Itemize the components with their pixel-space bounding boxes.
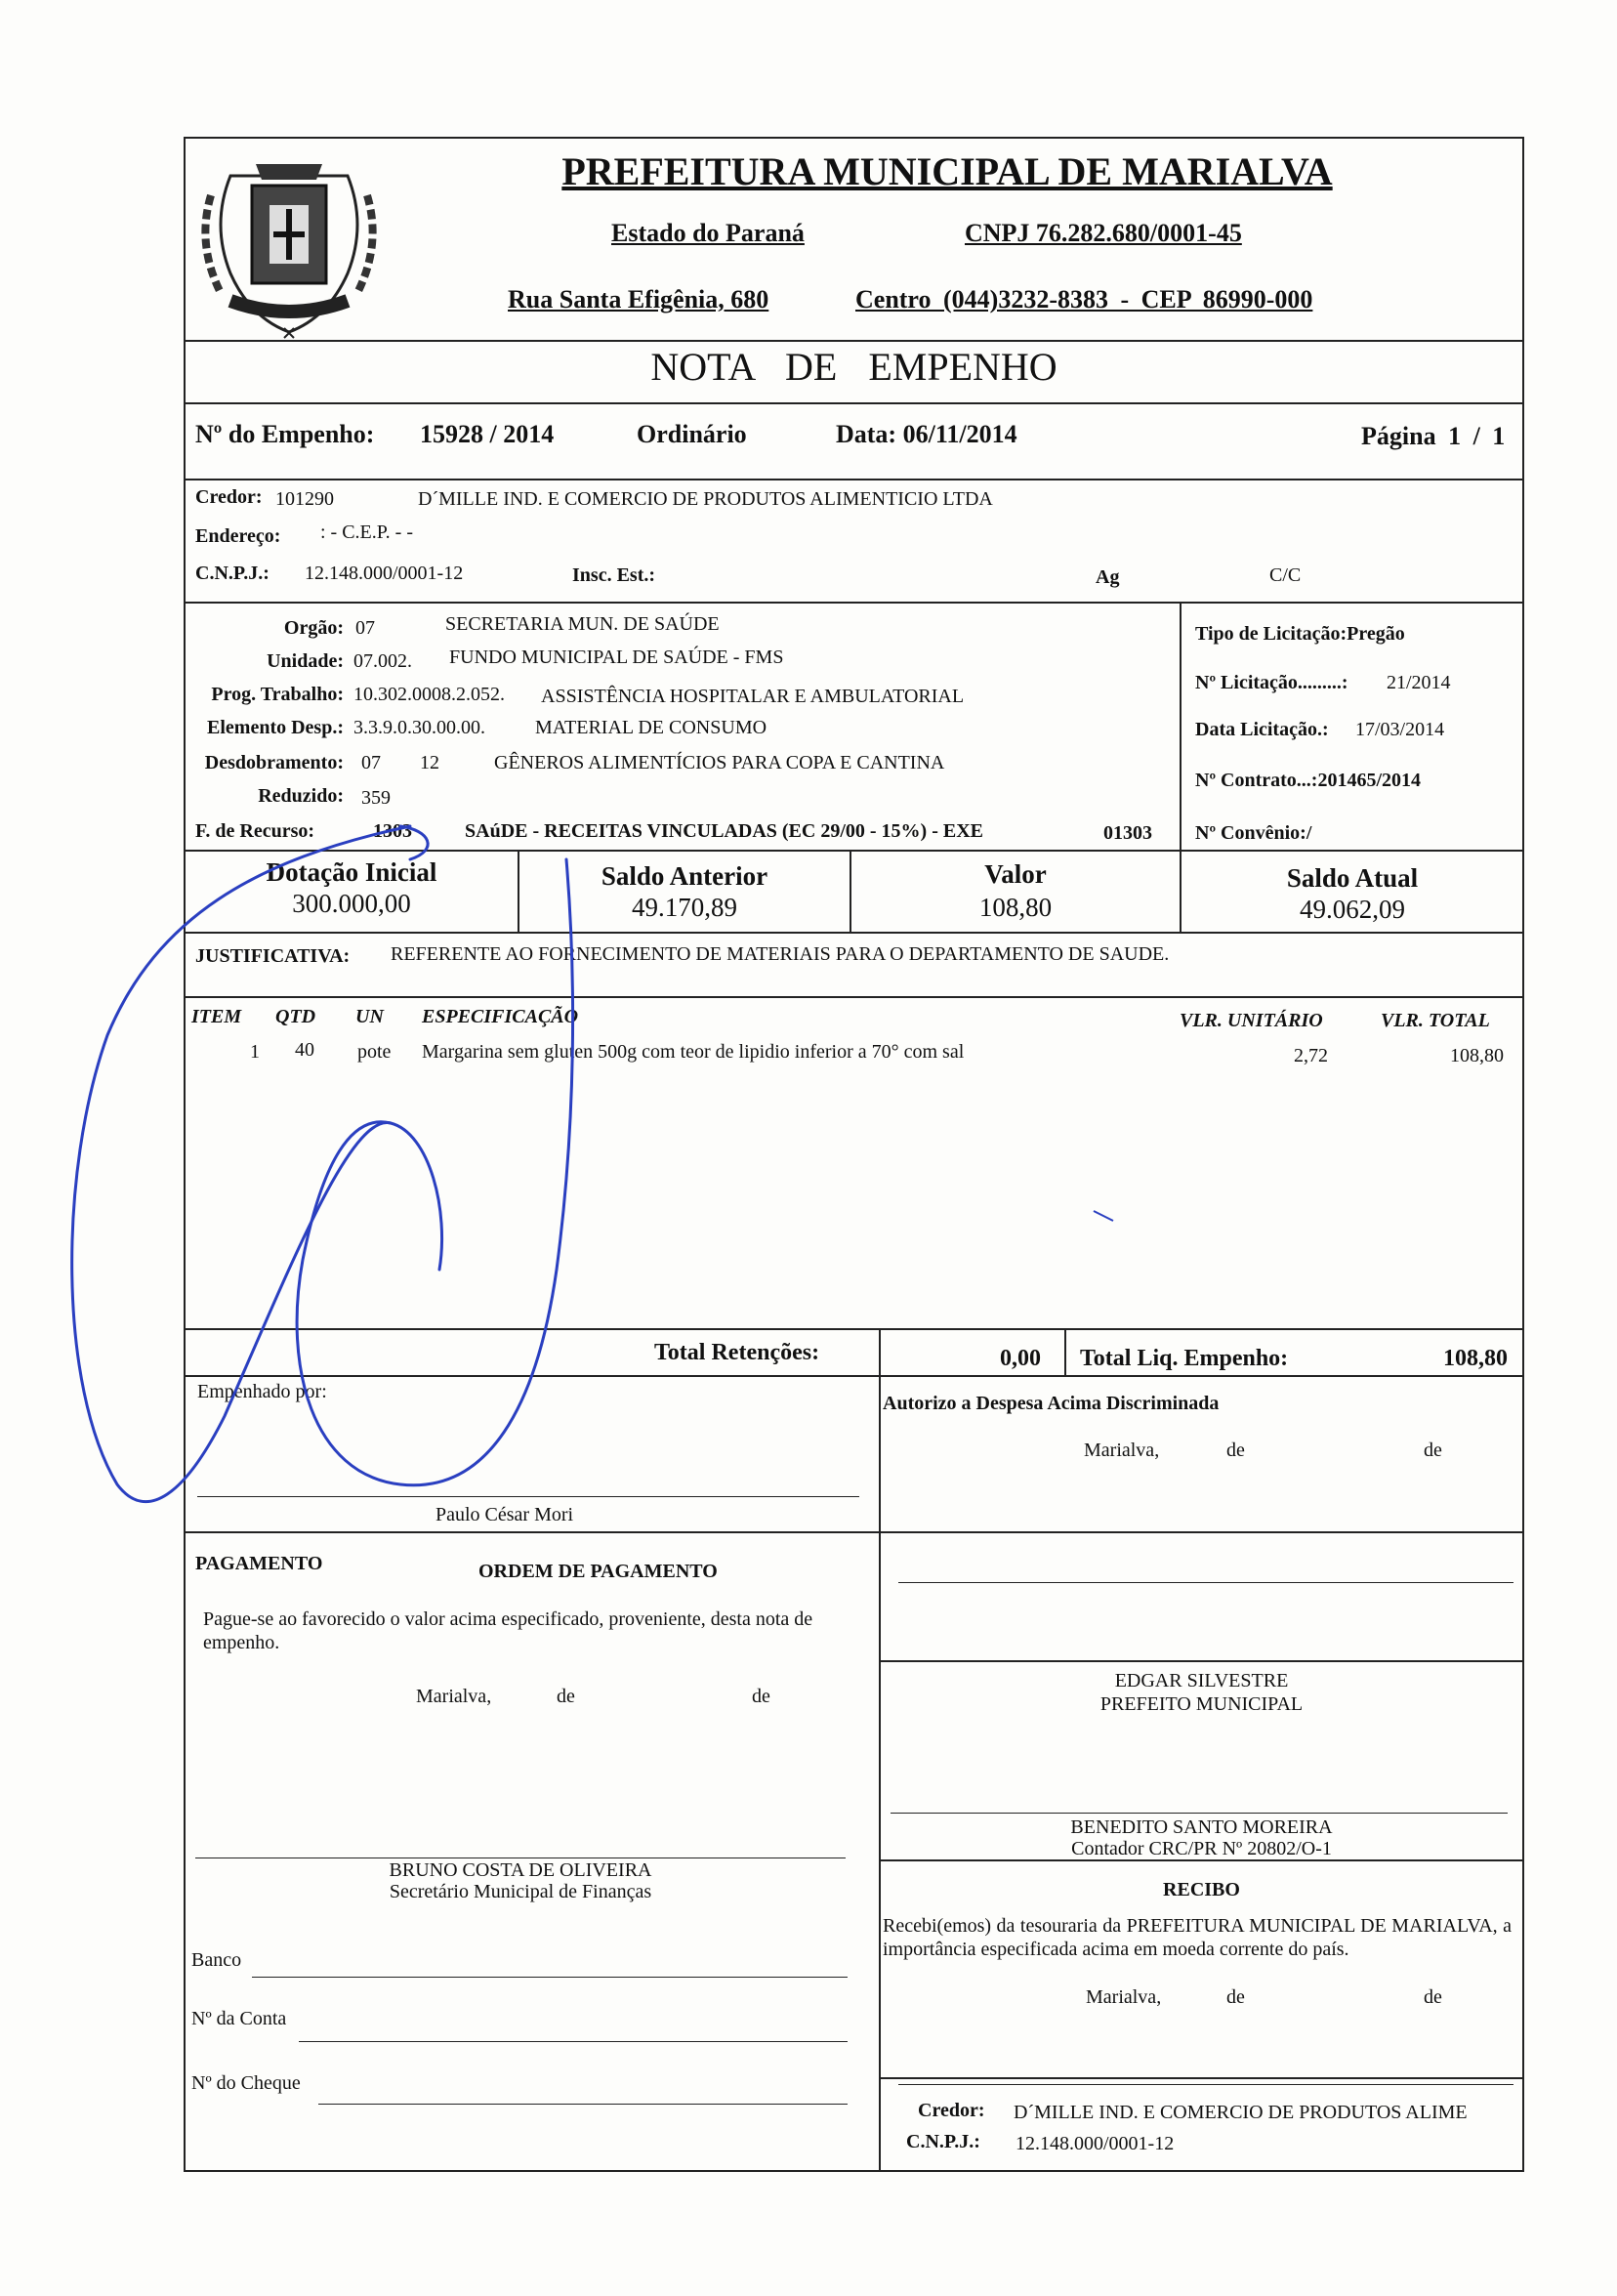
recibo-de-2: de (1424, 1986, 1442, 2008)
recibo-credor-name: D´MILLE IND. E COMERCIO DE PRODUTOS ALIME (1014, 2102, 1468, 2123)
address: Rua Santa Efigênia, 680 (508, 285, 769, 313)
licitacao-date-label: Data Licitação.: (1195, 719, 1329, 740)
justificativa-text: REFERENTE AO FORNECIMENTO DE MATERIAIS PARA O DEPARTAMENTO DE SAUDE. (391, 943, 1170, 965)
unidade-code: 07.002. (353, 650, 412, 672)
pagamento-text: Pague-se ao favorecido o valor acima especificado, proveniente, desta nota de empenho. (203, 1608, 813, 1653)
justificativa-label: JUSTIFICATIVA: (195, 945, 351, 967)
total-liquido-label: Total Liq. Empenho: (1080, 1346, 1289, 1371)
saldo-atual-label: Saldo Atual (1286, 863, 1419, 893)
autorizo-label: Autorizo a Despesa Acima Discriminada (883, 1393, 1220, 1414)
prefeito-role: PREFEITO MUNICIPAL (1099, 1693, 1304, 1715)
item-header: ITEM (191, 1006, 242, 1027)
total-liquido-value: 108,80 (1443, 1346, 1508, 1371)
contrato-number: Nº Contrato...:201465/2014 (1195, 770, 1422, 791)
recibo-de-1: de (1226, 1986, 1245, 2008)
prog-trabalho-code: 10.302.0008.2.052. (353, 684, 505, 705)
empenho-date: Data: 06/11/2014 (836, 420, 1017, 448)
total-retencoes-value: 0,00 (1000, 1346, 1041, 1371)
endereco-value: : - C.E.P. - - (320, 522, 413, 543)
desdobramento-code-2: 12 (420, 752, 439, 773)
reduzido-label: Reduzido: (258, 785, 344, 807)
recibo-cnpj-label: C.N.P.J.: (906, 2131, 980, 2152)
signature-line (898, 1582, 1513, 1583)
divider (879, 1328, 881, 2172)
divider (879, 1660, 1524, 1662)
contador-role: Contador CRC/PR Nº 20802/O-1 (1071, 1838, 1332, 1859)
pagamento-de-2: de (752, 1686, 770, 1707)
divider (184, 402, 1524, 404)
autorizo-de-2: de (1424, 1440, 1442, 1461)
pagamento-city: Marialva, (416, 1686, 492, 1707)
elemento-label: Elemento Desp.: (207, 717, 344, 738)
licitacao-number-label: Nº Licitação.........: (1195, 672, 1348, 693)
marialva-crest-icon (191, 137, 387, 340)
dotacao-inicial-label: Dotação Inicial (266, 857, 437, 887)
insc-est-label: Insc. Est.: (572, 564, 656, 586)
financas-name: BRUNO COSTA DE OLIVEIRA (389, 1859, 652, 1881)
item-number: 1 (250, 1041, 260, 1063)
orgao-name: SECRETARIA MUN. DE SAÚDE (445, 613, 720, 635)
unidade-name: FUNDO MUNICIPAL DE SAÚDE - FMS (449, 647, 784, 668)
un-header: UN (355, 1006, 384, 1027)
item-unit-value: 2,72 (1294, 1045, 1328, 1066)
autorizo-de-1: de (1226, 1440, 1245, 1461)
item-un: pote (357, 1041, 392, 1063)
banco-line (252, 1977, 848, 1978)
fonte-recurso-label: F. de Recurso: (195, 820, 315, 842)
divider (184, 1531, 1524, 1533)
pagamento-label: PAGAMENTO (195, 1553, 323, 1574)
agencia-label: Ag (1096, 566, 1120, 588)
tipo-licitacao: Tipo de Licitação:Pregão (1195, 623, 1405, 645)
cnpj-label: C.N.P.J.: (195, 563, 270, 584)
vlr-unitario-header: VLR. UNITÁRIO (1180, 1010, 1323, 1031)
licitacao-number: 21/2014 (1387, 672, 1451, 693)
item-total-value: 108,80 (1450, 1045, 1504, 1066)
qtd-header: QTD (275, 1006, 316, 1027)
credor-cnpj: 12.148.000/0001-12 (305, 563, 464, 584)
especificacao-header: ESPECIFICAÇÃO (422, 1006, 579, 1027)
empenho-label: Nº do Empenho: (195, 420, 375, 448)
recibo-text: Recebi(emos) da tesouraria da PREFEITURA MUNICIPAL DE MARIALVA, a importância especificada acima em moeda corrente do país. (883, 1915, 1512, 1960)
credor-name: D´MILLE IND. E COMERCIO DE PRODUTOS ALIMENTICIO LTDA (418, 488, 993, 510)
conta-corrente-label: C/C (1269, 564, 1302, 586)
cheque-label: Nº do Cheque (191, 2072, 301, 2094)
signature-line (898, 2084, 1513, 2085)
fonte-recurso-number: 01303 (1103, 822, 1152, 844)
divider (184, 1375, 1524, 1377)
convenio-number: Nº Convênio:/ (1195, 822, 1312, 844)
municipal-cnpj: CNPJ 76.282.680/0001-45 (965, 219, 1242, 247)
cheque-line (318, 2104, 848, 2105)
prog-trabalho-label: Prog. Trabalho: (211, 684, 344, 705)
conta-line (299, 2041, 848, 2042)
prefeito-name: EDGAR SILVESTRE (1114, 1670, 1289, 1691)
licitacao-date: 17/03/2014 (1355, 719, 1445, 740)
vlr-total-header: VLR. TOTAL (1381, 1010, 1490, 1031)
signature-line (197, 1496, 859, 1497)
divider (184, 850, 1524, 852)
state-name: Estado do Paraná (611, 219, 805, 247)
credor-label: Credor: (195, 486, 263, 508)
divider (184, 996, 1524, 998)
desdobramento-label: Desdobramento: (204, 752, 344, 773)
recibo-credor-label: Credor: (918, 2100, 985, 2121)
address-contact: Centro (044)3232-8383 - CEP 86990-000 (855, 285, 1313, 313)
orgao-code: 07 (355, 617, 375, 639)
divider (1180, 602, 1182, 850)
banco-label: Banco (191, 1949, 242, 1971)
empenho-number: 15928 / 2014 (420, 420, 555, 448)
document-title: NOTA DE EMPENHO (650, 345, 1057, 389)
endereco-label: Endereço: (195, 525, 281, 547)
page-number: Página 1 / 1 (1361, 422, 1506, 450)
credor-code: 101290 (275, 488, 334, 510)
saldo-anterior-label: Saldo Anterior (601, 861, 768, 891)
page-title: PREFEITURA MUNICIPAL DE MARIALVA (561, 149, 1333, 193)
prog-trabalho-name: ASSISTÊNCIA HOSPITALAR E AMBULATORIAL (541, 686, 965, 707)
saldo-atual-value: 49.062,09 (1300, 895, 1405, 924)
empenhado-por-label: Empenhado por: (197, 1381, 327, 1402)
item-description: Margarina sem gluten 500g com teor de lipidio inferior a 70° com sal (422, 1041, 965, 1063)
item-qtd: 40 (295, 1039, 314, 1061)
fonte-recurso-code: 1303 (373, 820, 412, 842)
total-retencoes-label: Total Retenções: (654, 1340, 820, 1365)
fonte-recurso-name: SAúDE - RECEITAS VINCULADAS (EC 29/00 - 15%) - EXE (465, 820, 983, 842)
orgao-label: Orgão: (283, 617, 344, 639)
empenho-type: Ordinário (637, 420, 747, 448)
contador-name: BENEDITO SANTO MOREIRA (1070, 1816, 1333, 1838)
autorizo-city: Marialva, (1084, 1440, 1160, 1461)
recibo-cnpj: 12.148.000/0001-12 (1016, 2133, 1175, 2154)
elemento-code: 3.3.9.0.30.00.00. (353, 717, 485, 738)
divider (1064, 1328, 1066, 1375)
pagamento-de-1: de (557, 1686, 575, 1707)
divider (184, 479, 1524, 480)
saldo-anterior-value: 49.170,89 (632, 893, 737, 922)
recibo-label: RECIBO (1163, 1879, 1240, 1900)
signature-line (891, 1813, 1508, 1814)
conta-label: Nº da Conta (191, 2008, 287, 2029)
desdobramento-name: GÊNEROS ALIMENTÍCIOS PARA COPA E CANTINA (494, 752, 945, 773)
divider (184, 1328, 1524, 1330)
elemento-name: MATERIAL DE CONSUMO (535, 717, 767, 738)
valor-value: 108,80 (978, 893, 1053, 922)
empenhado-por-name: Paulo César Mori (435, 1504, 574, 1525)
divider (184, 932, 1524, 934)
valor-label: Valor (984, 859, 1047, 889)
financas-role: Secretário Municipal de Finanças (389, 1881, 652, 1902)
dotacao-inicial-value: 300.000,00 (292, 889, 411, 918)
recibo-city: Marialva, (1086, 1986, 1162, 2008)
reduzido-value: 359 (361, 787, 391, 809)
divider (879, 2077, 1524, 2079)
unidade-label: Unidade: (267, 650, 344, 672)
ordem-pagamento-label: ORDEM DE PAGAMENTO (478, 1561, 718, 1582)
divider (184, 602, 1524, 604)
desdobramento-code-1: 07 (361, 752, 381, 773)
divider (184, 340, 1524, 342)
